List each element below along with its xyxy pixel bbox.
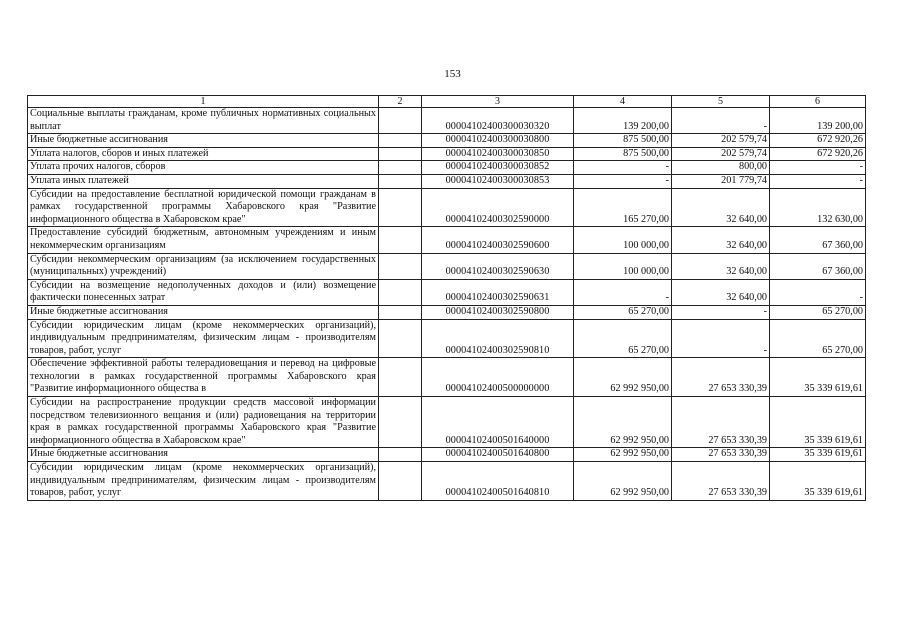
cell-v5: 32 640,00: [672, 188, 770, 227]
table-row: [28, 188, 866, 227]
cell-c2: [379, 174, 422, 188]
cell-c2: [379, 147, 422, 161]
cell-code: 00004102400500000000: [422, 358, 574, 397]
table-row: [28, 134, 866, 148]
cell-code: 00004102400300030320: [422, 108, 574, 134]
cell-v4: 65 270,00: [574, 319, 672, 358]
column-header: 2: [379, 96, 422, 108]
cell-v6: 67 360,00: [770, 253, 866, 279]
cell-v6: -: [770, 279, 866, 305]
cell-c2: [379, 462, 422, 501]
cell-v5: 32 640,00: [672, 253, 770, 279]
table-row: [28, 174, 866, 188]
cell-code: 00004102400302590600: [422, 227, 574, 253]
cell-c2: [379, 134, 422, 148]
cell-v5: 202 579,74: [672, 147, 770, 161]
cell-v4: -: [574, 279, 672, 305]
cell-c2: [379, 161, 422, 175]
cell-name: Субсидии некоммерческим организациям (за исключением государственных (муниципальных) учреждений): [28, 253, 379, 279]
cell-v4: 65 270,00: [574, 305, 672, 319]
cell-code: 00004102400302590631: [422, 279, 574, 305]
cell-v4: 62 992 950,00: [574, 358, 672, 397]
cell-v4: 165 270,00: [574, 188, 672, 227]
cell-name: Иные бюджетные ассигнования: [28, 134, 379, 148]
cell-name: Субсидии на распространение продукции средств массовой информации посредством телевизионного вещания и (или) радиовещания на территории края в рамках государственной программы Хабаровского края "Развитие информационного общества в Хабаровском крае": [28, 397, 379, 448]
cell-name: Уплата налогов, сборов и иных платежей: [28, 147, 379, 161]
cell-v6: 35 339 619,61: [770, 397, 866, 448]
cell-code: 00004102400501640800: [422, 448, 574, 462]
column-header: 1: [28, 96, 379, 108]
cell-c2: [379, 358, 422, 397]
cell-v5: -: [672, 305, 770, 319]
table-row: [28, 397, 866, 448]
cell-code: 00004102400300030800: [422, 134, 574, 148]
cell-name: Предоставление субсидий бюджетным, автономным учреждениям и иным некоммерческим организациям: [28, 227, 379, 253]
cell-v6: 672 920,26: [770, 134, 866, 148]
table-row: [28, 319, 866, 358]
table-row: [28, 358, 866, 397]
cell-v5: 27 653 330,39: [672, 358, 770, 397]
cell-name: Обеспечение эффективной работы телерадиовещания и перевод на цифровые технологии в рамках государственной программы Хабаровского края "Развитие информационного общества в: [28, 358, 379, 397]
cell-code: 00004102400302590000: [422, 188, 574, 227]
cell-v4: 875 500,00: [574, 134, 672, 148]
cell-v6: 65 270,00: [770, 319, 866, 358]
table-row: [28, 448, 866, 462]
cell-name: Субсидии юридическим лицам (кроме некоммерческих организаций), индивидуальным предпринимателям, физическим лицам - производителям товаров, работ, услуг: [28, 319, 379, 358]
cell-code: 00004102400302590630: [422, 253, 574, 279]
cell-code: 00004102400300030850: [422, 147, 574, 161]
budget-table: [27, 95, 866, 501]
cell-v6: 35 339 619,61: [770, 462, 866, 501]
cell-v5: -: [672, 319, 770, 358]
cell-v6: 132 630,00: [770, 188, 866, 227]
cell-code: 00004102400300030853: [422, 174, 574, 188]
table-row: [28, 227, 866, 253]
column-header: 4: [574, 96, 672, 108]
cell-name: Социальные выплаты гражданам, кроме публичных нормативных социальных выплат: [28, 108, 379, 134]
cell-code: 00004102400302590800: [422, 305, 574, 319]
cell-v5: 201 779,74: [672, 174, 770, 188]
cell-c2: [379, 188, 422, 227]
cell-v6: -: [770, 174, 866, 188]
cell-v4: 62 992 950,00: [574, 397, 672, 448]
column-header: 6: [770, 96, 866, 108]
cell-v6: 65 270,00: [770, 305, 866, 319]
cell-v4: 875 500,00: [574, 147, 672, 161]
cell-v5: 800,00: [672, 161, 770, 175]
cell-name: Уплата прочих налогов, сборов: [28, 161, 379, 175]
table-row: [28, 147, 866, 161]
table-body: [28, 108, 866, 501]
cell-code: 00004102400501640810: [422, 462, 574, 501]
cell-name: Иные бюджетные ассигнования: [28, 448, 379, 462]
cell-v6: 139 200,00: [770, 108, 866, 134]
cell-v5: -: [672, 108, 770, 134]
cell-c2: [379, 319, 422, 358]
cell-v4: 62 992 950,00: [574, 462, 672, 501]
cell-name: Субсидии на предоставление бесплатной юридической помощи гражданам в рамках государственной программы Хабаровского края "Развитие информационного общества в Хабаровском крае": [28, 188, 379, 227]
cell-v5: 27 653 330,39: [672, 448, 770, 462]
cell-v5: 27 653 330,39: [672, 397, 770, 448]
cell-name: Иные бюджетные ассигнования: [28, 305, 379, 319]
cell-c2: [379, 108, 422, 134]
table-row: [28, 279, 866, 305]
cell-name: Субсидии на возмещение недополученных доходов и (или) возмещение фактически понесенных затрат: [28, 279, 379, 305]
cell-c2: [379, 305, 422, 319]
cell-v4: 100 000,00: [574, 253, 672, 279]
cell-v6: 672 920,26: [770, 147, 866, 161]
column-header-row: [28, 96, 866, 108]
cell-code: 00004102400501640000: [422, 397, 574, 448]
cell-v5: 27 653 330,39: [672, 462, 770, 501]
table-row: [28, 462, 866, 501]
cell-c2: [379, 448, 422, 462]
cell-v6: 35 339 619,61: [770, 358, 866, 397]
cell-v4: 62 992 950,00: [574, 448, 672, 462]
page-number: 153: [444, 68, 461, 80]
cell-name: Уплата иных платежей: [28, 174, 379, 188]
cell-c2: [379, 279, 422, 305]
cell-v4: -: [574, 161, 672, 175]
cell-v5: 32 640,00: [672, 279, 770, 305]
table-row: [28, 108, 866, 134]
table-row: [28, 305, 866, 319]
cell-v5: 202 579,74: [672, 134, 770, 148]
column-header: 5: [672, 96, 770, 108]
column-header: 3: [422, 96, 574, 108]
cell-v4: 139 200,00: [574, 108, 672, 134]
table-row: [28, 253, 866, 279]
cell-v4: -: [574, 174, 672, 188]
cell-v5: 32 640,00: [672, 227, 770, 253]
cell-v6: -: [770, 161, 866, 175]
cell-v6: 35 339 619,61: [770, 448, 866, 462]
table-row: [28, 161, 866, 175]
cell-code: 00004102400300030852: [422, 161, 574, 175]
cell-c2: [379, 227, 422, 253]
cell-c2: [379, 397, 422, 448]
cell-code: 00004102400302590810: [422, 319, 574, 358]
cell-c2: [379, 253, 422, 279]
cell-v6: 67 360,00: [770, 227, 866, 253]
cell-name: Субсидии юридическим лицам (кроме некоммерческих организаций), индивидуальным предпринимателям, физическим лицам - производителям товаров, работ, услуг: [28, 462, 379, 501]
cell-v4: 100 000,00: [574, 227, 672, 253]
